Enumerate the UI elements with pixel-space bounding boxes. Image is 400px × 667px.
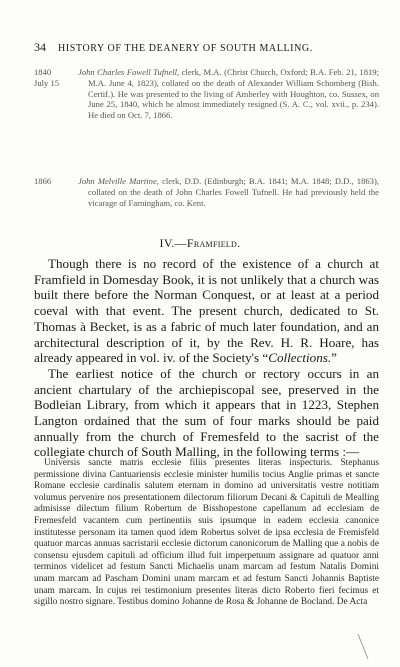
section-numeral: IV.—: [159, 236, 187, 250]
paragraph-2: The earliest notice of the church or rectory occurs in an ancient chartulary of the archiepiscopal see, preserved in the Bodleian Library, from which it appears that in 1223, Stephen Langton ordained that the sum of four marks should be paid annually from the church of Fremesfeld to the sacrist of the collegiate church of South Malling, in the following terms :—: [34, 365, 379, 460]
latin-charter-quotation: [34, 458, 379, 609]
collections-title: Collections.: [268, 350, 332, 366]
section-heading: [0, 236, 400, 251]
latin-text: Universis sancte matris ecclesie filiis presentes literas inspecturis. Stephanus permissione divina Cantuariensis ecclesie minister humilis tocius Anglie primas et sancte Romane ecclesie cardinalis salutem eternam in domino ad universitatis vestre notitiam volumus pervenire nos presentationem dilectorum filiorum Decani & Capituli de Mealling admisisse dilectum filium Robertum de Bisshopestone capellanum ad ecclesiam de Fremesfeld vacantem cum pertinentiis suis ipsumque in eadem ecclesia canonice institutesse personam ita tamen quod idem Robertus solvet de ipsa ecclesia de Fremisfeld quatuor marcas annuas sacristarii ecclesie dictorum canonicorum de Malling que a nobis de consensu ejusdem capituli ad officium illud fuit imperpetuum assignare ad quatuor anni terminos videlicet ad festum Sancti Michaelis unam marcam ad festum Natalis Domini unam marcam ad Pascham Domini unam marcam et ad festum Sancti Johannis Baptiste unam marcam. In cujus rei testimonium presentes literas dicto Roberto fieri fecimus et sigillo nostro signare. Testibus domino Johanne de Rosa & Johanne de Bocland. De Acta: [34, 458, 379, 608]
incumbent-entry-1840: [34, 67, 379, 121]
entry-year: 1840: [34, 67, 52, 77]
body-text: [34, 256, 379, 460]
incumbent-entry-1866: [34, 176, 379, 208]
page-number: 34: [34, 40, 46, 54]
entry-year: 1866: [34, 176, 52, 186]
incumbent-name: John Melville Martine,: [78, 176, 159, 186]
entry-body: [78, 67, 379, 121]
running-title: HISTORY OF THE DEANERY OF SOUTH MALLING.: [58, 43, 313, 54]
incumbent-name: John Charles Fowell Tufnell,: [78, 67, 180, 77]
running-head: [34, 40, 374, 55]
section-name: Framfield.: [186, 236, 241, 250]
paragraph-1-end: ”: [331, 350, 337, 366]
paragraph-1: [34, 256, 379, 366]
entry-date: [34, 67, 74, 89]
entry-month-day: July 15: [34, 77, 60, 88]
entry-date: [34, 176, 74, 187]
entry-text: clerk, D.D. (Edinburgh; B.A. 1841; M.A. 1848; D.D., 1863), collated on the death of John Charles Fowell Tufnell. He had previously held the vicarage of Farningham, co. Kent.: [88, 176, 379, 208]
entry-body: [78, 176, 379, 208]
pencil-mark: [356, 633, 370, 661]
entry-text: clerk, M.A. (Christ Church, Oxford; B.A. Feb. 21, 1819; M.A. June 4, 1823), collated on the death of Alexander William Schomberg (Bish. Certif.). He was presented to the living of Amberley with Houghton, co. Sussex, on June 25, 1840, which he almost immediately resigned (S. A. C., vol. xvii., p. 234). He died on Oct. 7, 1866.: [88, 67, 379, 121]
paragraph-1-text: Though there is no record of the existence of a church at Framfield in Domesday Book, it is not unlikely that a church was built there before the Norman Conquest, or at least at a period coeval with that event. The present church, dedicated to St. Thomas à Becket, is as a fabric of much later foundation, and an architectural description of it, by the Rev. H. R. Hoare, has already appeared in vol. iv. of the Society's “: [34, 256, 379, 366]
